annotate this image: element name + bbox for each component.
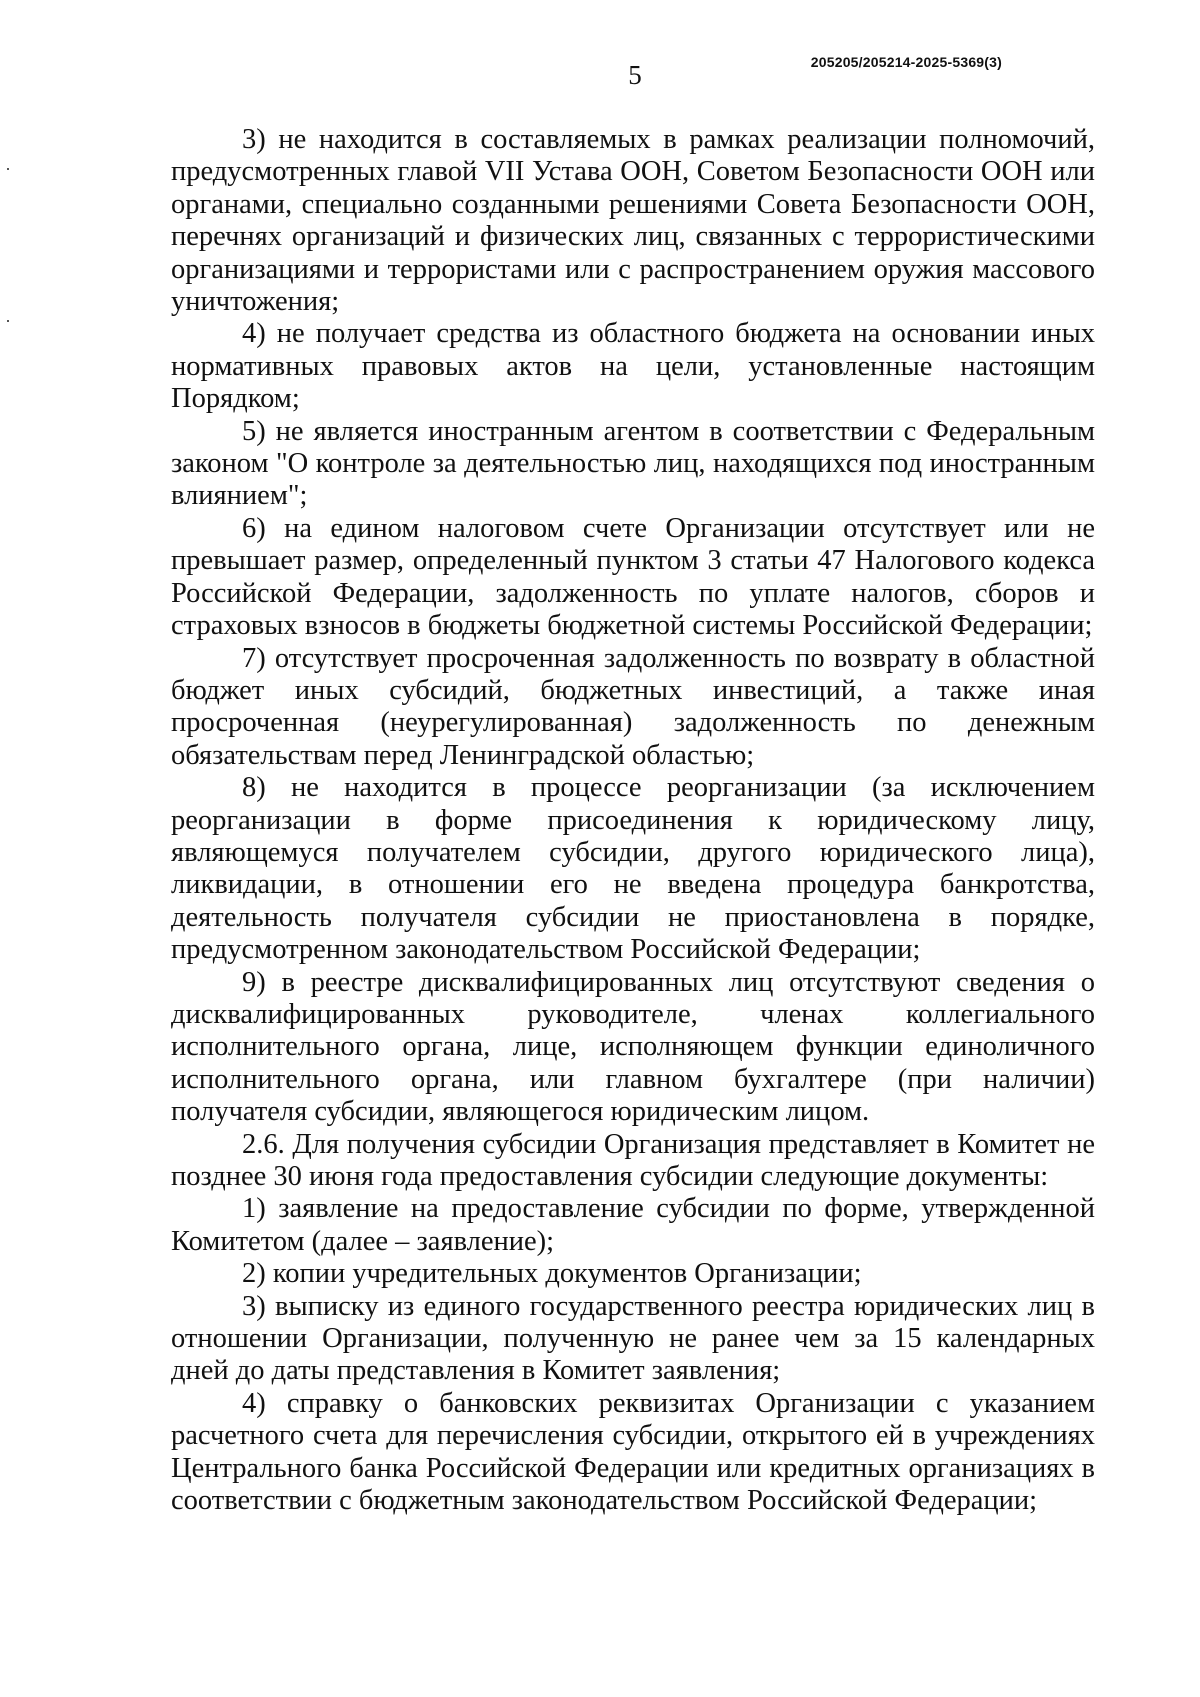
page-number: 5 bbox=[628, 60, 642, 90]
paragraph: 4) справку о банковских реквизитах Организации с указанием расчетного счета для перечисления субсидии, открытого ей в учреждениях Центрального банка Российской Федерации или кредитных организациях в соответствии с бюджетным законодательством Российской Федерации; bbox=[171, 1387, 1095, 1517]
paragraph: 2.6. Для получения субсидии Организация представляет в Комитет не позднее 30 июня года предоставления субсидии следующие документы: bbox=[171, 1128, 1095, 1192]
paragraph: 4) не получает средства из областного бюджета на основании иных нормативных правовых актов на цели, установленные настоящим Порядком; bbox=[171, 318, 1095, 415]
paragraph: 6) на едином налоговом счете Организации отсутствует или не превышает размер, определенный пунктом 3 статьи 47 Налогового кодекса Российской Федерации, задолженность по уплате налогов, сборов и страховых взносов в бюджеты бюджетной системы Российской Федерации; bbox=[171, 512, 1095, 642]
paragraph: 7) отсутствует просроченная задолженность по возврату в областной бюджет иных субсидий, бюджетных инвестиций, а также иная просроченная (неурегулированная) задолженность по денежным обязательствам перед Ленинградской областью; bbox=[171, 642, 1095, 771]
paragraph: 8) не находится в процессе реорганизации (за исключением реорганизации в форме присоединения к юридическому лицу, являющемуся получателем субсидии, другого юридического лица), ликвидации, в отношении его не введена процедура банкротства, деятельность получателя субсидии не приостановлена в порядке, предусмотренном законодательством Российской Федерации; bbox=[171, 772, 1095, 966]
document-id: 205205/205214-2025-5369(3) bbox=[810, 54, 1002, 70]
paragraph: 3) не находится в составляемых в рамках реализации полномочий, предусмотренных главой VII Устава ООН, Советом Безопасности ООН или органами, специально созданными решениями Совета Безопасности ООН, перечнях организаций и физических лиц, связанных с террористическими организациями и террористами или с распространением оружия массового уничтожения; bbox=[171, 124, 1095, 318]
paragraph: 2) копии учредительных документов Организации; bbox=[242, 1258, 862, 1290]
paragraph: 1) заявление на предоставление субсидии по форме, утвержденной Комитетом (далее – заявление); bbox=[171, 1193, 1095, 1257]
paragraph: 5) не является иностранным агентом в соответствии с Федеральным законом "О контроле за деятельностью лиц, находящихся под иностранным влиянием"; bbox=[171, 415, 1095, 512]
paragraph: 9) в реестре дисквалифицированных лиц отсутствуют сведения о дисквалифицированных руководителе, членах коллегиального исполнительного органа, лице, исполняющем функции единоличного исполнительного органа, или главном бухгалтере (при наличии) получателя субсидии, являющегося юридическим лицом. bbox=[171, 966, 1095, 1128]
document-body bbox=[171, 124, 1095, 1517]
paragraph: 3) выписку из единого государственного реестра юридических лиц в отношении Организации, полученную не ранее чем за 15 календарных дней до даты представления в Комитет заявления; bbox=[171, 1290, 1095, 1387]
scan-speck bbox=[7, 320, 9, 322]
scan-speck bbox=[7, 168, 9, 170]
